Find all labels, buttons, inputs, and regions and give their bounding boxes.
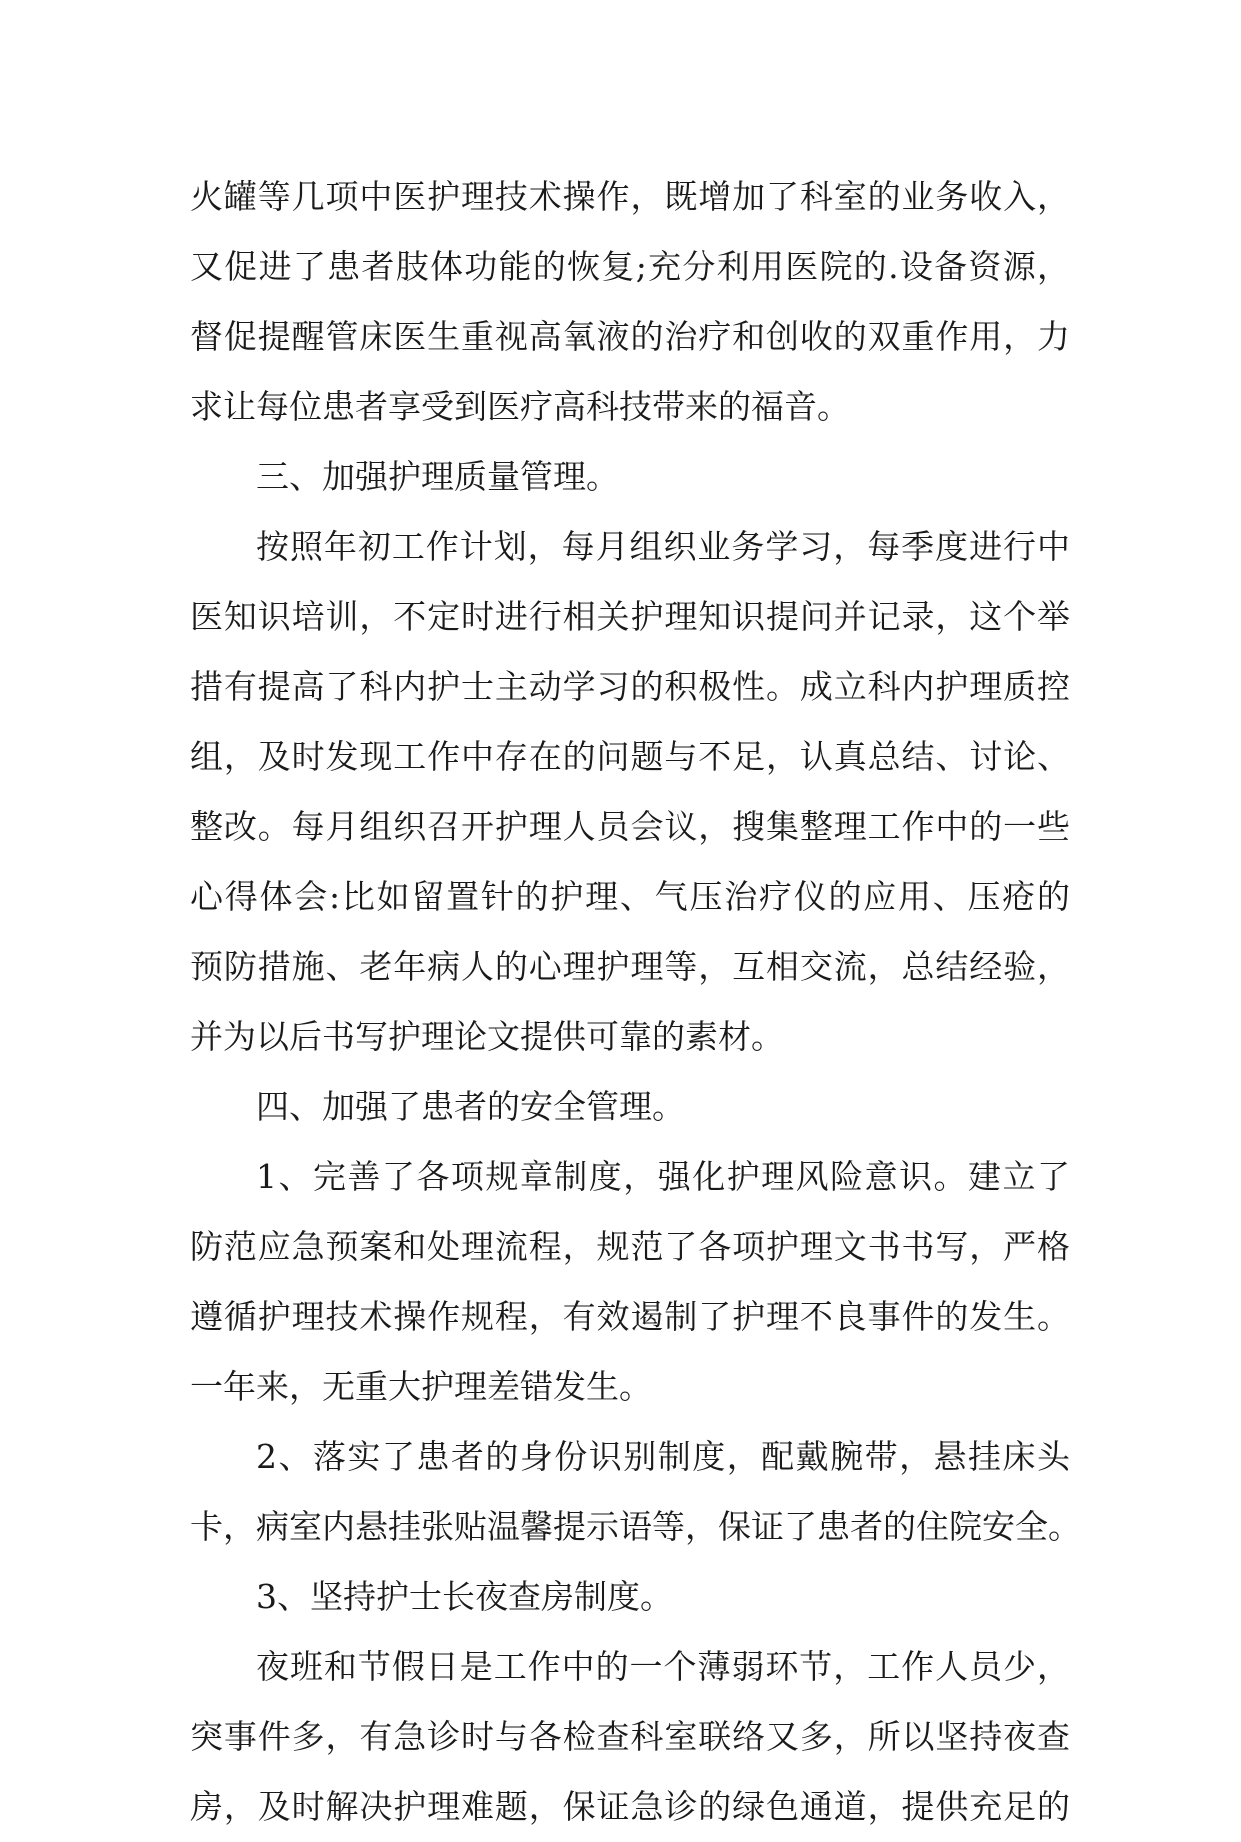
text-line: 督促提醒管床医生重视高氧液的治疗和创收的双重作用，力 bbox=[190, 317, 1070, 356]
text-line: 预防措施、老年病人的心理护理等，互相交流，总结经验， bbox=[190, 947, 1070, 986]
text-line: 求让每位患者享受到医疗高科技带来的福音。 bbox=[190, 387, 850, 426]
text-line: 火罐等几项中医护理技术操作，既增加了科室的业务收入， bbox=[190, 177, 1070, 216]
document-body bbox=[190, 162, 1081, 1842]
text-line: 1、完善了各项规章制度，强化护理风险意识。建立了 bbox=[256, 1157, 1070, 1196]
text-line: 卡，病室内悬挂张贴温馨提示语等，保证了患者的住院安全。 bbox=[190, 1507, 1081, 1546]
text-line: 夜班和节假日是工作中的一个薄弱环节，工作人员少， bbox=[256, 1647, 1070, 1686]
text-line: 组，及时发现工作中存在的问题与不足，认真总结、讨论、 bbox=[190, 737, 1070, 776]
text-line: 医知识培训，不定时进行相关护理知识提问并记录，这个举 bbox=[190, 597, 1070, 636]
text-line: 整改。每月组织召开护理人员会议，搜集整理工作中的一些 bbox=[190, 807, 1070, 846]
text-line: 措有提高了科内护士主动学习的积极性。成立科内护理质控 bbox=[190, 667, 1070, 706]
text-line: 突事件多，有急诊时与各检查科室联络又多，所以坚持夜查 bbox=[190, 1717, 1070, 1756]
text-line: 并为以后书写护理论文提供可靠的素材。 bbox=[190, 1017, 784, 1056]
text-line: 一年来，无重大护理差错发生。 bbox=[190, 1367, 652, 1406]
text-line: 防范应急预案和处理流程，规范了各项护理文书书写，严格 bbox=[190, 1227, 1070, 1266]
section-heading: 四、加强了患者的安全管理。 bbox=[256, 1087, 685, 1126]
section-heading: 三、加强护理质量管理。 bbox=[256, 457, 619, 496]
text-line: 房，及时解决护理难题，保证急诊的绿色通道，提供充足的 bbox=[190, 1787, 1070, 1826]
text-line: 遵循护理技术操作规程，有效遏制了护理不良事件的发生。 bbox=[190, 1297, 1070, 1336]
text-line: 心得体会:比如留置针的护理、气压治疗仪的应用、压疮的 bbox=[190, 877, 1070, 916]
text-line: 2、落实了患者的身份识别制度，配戴腕带，悬挂床头 bbox=[256, 1437, 1070, 1476]
text-line: 又促进了患者肢体功能的恢复;充分利用医院的.设备资源， bbox=[190, 247, 1070, 286]
text-line: 按照年初工作计划，每月组织业务学习，每季度进行中 bbox=[256, 527, 1070, 566]
text-line: 3、坚持护士长夜查房制度。 bbox=[256, 1577, 673, 1616]
